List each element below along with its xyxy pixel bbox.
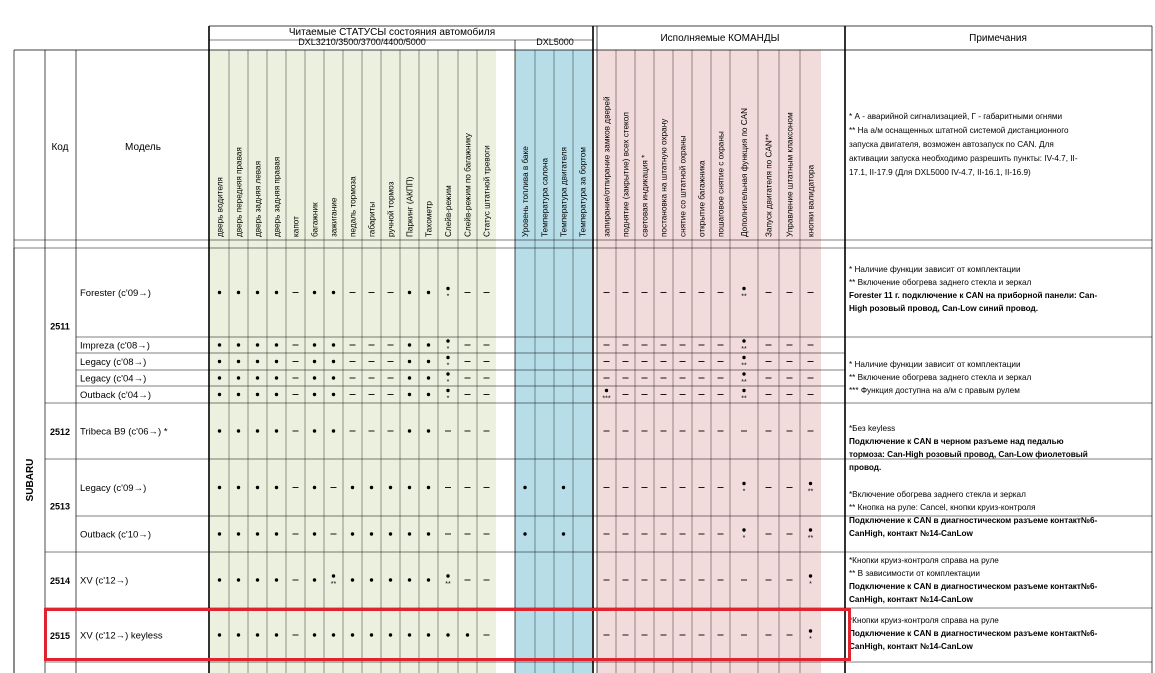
status-cell-footnote: * xyxy=(446,395,450,403)
command-column-header: снятие со штатной охраны xyxy=(678,135,688,237)
status-cell xyxy=(446,339,449,342)
command-cell xyxy=(809,528,812,531)
status-cell xyxy=(218,291,221,294)
command-column-header: кнопки валидатора xyxy=(806,164,816,237)
status-cell xyxy=(389,578,392,581)
command-cell-footnote: *** xyxy=(602,395,611,403)
status-cell xyxy=(218,343,221,346)
status-cell xyxy=(313,633,316,636)
status-cell xyxy=(427,429,430,432)
status-cell xyxy=(237,393,240,396)
status-column-header: габариты xyxy=(367,201,377,237)
status-cell-footnote: ** xyxy=(445,581,451,588)
command-cell xyxy=(809,629,812,632)
command-cell-footnote: ** xyxy=(807,535,814,542)
note-line: Подключение к CAN в диагностическом разъеме контакт№6-CanHigh, контакт №14-CanLow xyxy=(849,629,1098,651)
status-cell xyxy=(256,532,259,535)
command-cell xyxy=(742,389,745,392)
status-cell xyxy=(313,291,316,294)
note-line: ** Включение обогрева заднего стекла и зеркал xyxy=(849,373,1032,382)
status-cell xyxy=(408,360,411,363)
dxl5000-cell xyxy=(562,486,565,489)
command-cell-footnote: ** xyxy=(807,488,814,496)
model-name: XV (с'12→) xyxy=(80,575,129,587)
note-line: * Наличие функции зависит от комплектации xyxy=(849,360,1021,369)
dxl5000-columns-bg xyxy=(515,50,592,673)
model-header: Модель xyxy=(125,142,161,153)
status-cell xyxy=(351,532,354,535)
model-code: 2513 xyxy=(49,501,71,512)
status-cell xyxy=(275,291,278,294)
status-cell xyxy=(351,578,354,581)
status-cell xyxy=(370,633,373,636)
status-cell xyxy=(389,532,392,535)
status-column-header: зажигание xyxy=(329,197,339,237)
command-column-header: Дополнительная функция по CAN xyxy=(740,108,749,237)
status-cell xyxy=(218,376,221,379)
command-cell xyxy=(742,287,745,290)
model-name: Legacy (с'09→) xyxy=(80,483,147,494)
model-code: 2514 xyxy=(49,576,71,586)
status-column-header: багажник xyxy=(310,202,320,237)
status-cell xyxy=(427,291,430,294)
status-cell xyxy=(218,486,221,489)
note-line: ** Кнопка на руле: Cancel, кнопки круиз-контроля xyxy=(849,503,1036,512)
status-cell xyxy=(275,343,278,346)
status-cell xyxy=(218,578,221,581)
status-column-header: ручной тормоз xyxy=(386,181,396,237)
status-cell xyxy=(408,343,411,346)
status-cell xyxy=(408,376,411,379)
command-cell xyxy=(742,482,745,485)
status-cell xyxy=(237,633,240,636)
note-line: Подключение к CAN в черном разъеме над педалью тормоза: Can-High розовый провод, Can-Low фиолетовый провод. xyxy=(849,437,1088,472)
command-column-header: световая индикация * xyxy=(640,154,650,237)
status-cell xyxy=(313,360,316,363)
status-cell xyxy=(446,372,449,375)
status-cell xyxy=(256,486,259,489)
status-cell xyxy=(313,486,316,489)
command-column-header: поднятие (закрытие) всех стекол xyxy=(621,112,631,237)
status-cell xyxy=(427,360,430,363)
status-cell xyxy=(256,291,259,294)
status-cell xyxy=(446,389,449,392)
status-cell xyxy=(332,574,335,577)
status-cell xyxy=(427,532,430,535)
note-line: *Включение обогрева заднего стекла и зеркал xyxy=(849,490,1026,499)
status-column-header: Слейв-режим xyxy=(444,185,453,237)
command-cell-footnote: ** xyxy=(741,293,747,301)
status-cell xyxy=(256,578,259,581)
note-line: ** Включение обогрева заднего стекла и зеркал xyxy=(849,278,1032,287)
note-line: Forester 11 г. подключение к CAN на приборной панели: Can-High розовый провод, Can-Low синий провод. xyxy=(849,291,1098,313)
status-cell xyxy=(408,532,411,535)
model-code: 2515 xyxy=(49,631,71,641)
dxl5000-cell xyxy=(562,532,565,535)
status-cell xyxy=(256,376,259,379)
status-cell xyxy=(275,360,278,363)
status-cell xyxy=(237,486,240,489)
status-cell xyxy=(332,376,335,379)
model-name: Impreza (с'08→) xyxy=(80,340,150,352)
command-cell xyxy=(809,482,812,485)
status-cell xyxy=(256,360,259,363)
status-cell-footnote: ** xyxy=(330,581,337,588)
status-cell xyxy=(427,343,430,346)
status-cell xyxy=(408,578,411,581)
status-cell xyxy=(466,633,469,636)
status-column-header: Тахометр xyxy=(424,201,434,237)
status-cell xyxy=(332,291,335,294)
status-column-header: капот xyxy=(291,216,301,237)
status-cell xyxy=(313,578,316,581)
status-cell xyxy=(313,376,316,379)
status-cell xyxy=(408,429,411,432)
model-name: Outback (с'04→) xyxy=(80,390,151,401)
status-cell xyxy=(275,376,278,379)
status-cell xyxy=(313,343,316,346)
command-cell-footnote: ** xyxy=(741,362,747,370)
status-cell xyxy=(237,291,240,294)
dxl5000-column-header: Температура салона xyxy=(540,157,550,237)
status-cell xyxy=(446,633,449,636)
status-cell xyxy=(237,429,240,432)
status-cell xyxy=(427,578,430,581)
command-column-header: Запуск двигателя по CAN** xyxy=(764,133,774,237)
model-name: Legacy (с'08→) xyxy=(80,357,147,368)
status-cell xyxy=(389,633,392,636)
status-cell xyxy=(218,633,221,636)
status-cell xyxy=(218,393,221,396)
status-cell xyxy=(256,393,259,396)
status-cell xyxy=(408,633,411,636)
status-cell xyxy=(313,429,316,432)
status-cell xyxy=(427,376,430,379)
command-cell-footnote: * xyxy=(742,535,746,542)
model-name: Legacy (с'04→) xyxy=(80,373,147,385)
status-cell xyxy=(370,578,373,581)
status-cell xyxy=(256,429,259,432)
dxl5000-cell xyxy=(523,532,526,535)
status-cell xyxy=(313,393,316,396)
status-cell xyxy=(275,393,278,396)
model-code: 2512 xyxy=(49,427,71,437)
status-cell-footnote: * xyxy=(446,379,450,386)
note-line: Подключение к CAN в диагностическом разъеме контакт№6-CanHigh, контакт №14-CanLow xyxy=(849,582,1098,604)
status-cell xyxy=(370,486,373,489)
note-line: ** В зависимости от комплектации xyxy=(849,569,980,578)
note-line: *Кнопки круиз-контроля справа на руле xyxy=(849,616,999,625)
status-cell xyxy=(427,486,430,489)
statuses-subtitle: DXL3210/3500/3700/4400/5000 xyxy=(298,37,426,47)
status-cell xyxy=(237,360,240,363)
note-line: *** Функция доступна на а/м с правым рулем xyxy=(849,386,1020,395)
model-name: Forester (с'09→) xyxy=(80,288,151,299)
header-note-line: * А - аварийной сигнализацией, Г - габаритными огнями xyxy=(849,112,1063,121)
command-cell xyxy=(742,372,745,375)
command-cell-footnote: * xyxy=(809,636,812,643)
status-cell xyxy=(256,633,259,636)
status-cell xyxy=(446,287,449,290)
status-cell xyxy=(218,532,221,535)
dxl5000-subtitle: DXL5000 xyxy=(536,37,574,47)
command-cell xyxy=(742,528,745,531)
status-cell xyxy=(446,356,449,359)
status-cell xyxy=(237,376,240,379)
status-cell xyxy=(218,360,221,363)
status-cell xyxy=(351,486,354,489)
status-cell xyxy=(237,343,240,346)
status-cell xyxy=(408,291,411,294)
status-cell-footnote: * xyxy=(446,346,450,353)
status-cell xyxy=(351,633,354,636)
status-cell xyxy=(275,578,278,581)
dxl5000-column-header: Уровень топлива в баке xyxy=(521,146,530,237)
status-column-header: педаль тормоза xyxy=(348,176,358,237)
command-cell xyxy=(809,574,812,577)
command-column-header: Управление штатным клаксоном xyxy=(785,112,795,237)
status-column-header: дверь передняя правая xyxy=(234,147,244,237)
note-line: *Без keyless xyxy=(849,424,896,433)
status-cell xyxy=(370,532,373,535)
status-cell-footnote: * xyxy=(446,293,450,301)
command-column-header: пошаговое снятие с охраны xyxy=(716,131,726,237)
command-cell xyxy=(742,356,745,359)
model-name: Tribeca B9 (с'06→) * xyxy=(80,426,168,438)
status-cell xyxy=(332,429,335,432)
status-cell xyxy=(332,360,335,363)
status-cell xyxy=(275,633,278,636)
command-cell-footnote: ** xyxy=(741,395,747,403)
status-cell xyxy=(332,343,335,346)
status-cell xyxy=(408,486,411,489)
model-name: XV (с'12→) keyless xyxy=(80,630,163,642)
status-cell-footnote: * xyxy=(446,362,450,370)
note-line: Подключение к CAN в диагностическом разъеме контакт№6-CanHigh, контакт №14-CanLow xyxy=(849,516,1098,538)
command-column-header: открытие багажника xyxy=(697,160,707,237)
status-cell xyxy=(237,578,240,581)
command-cell xyxy=(742,339,745,342)
command-cell xyxy=(605,389,608,392)
status-cell xyxy=(275,486,278,489)
status-cell xyxy=(256,343,259,346)
status-column-header: дверь задняя правая xyxy=(272,156,282,237)
status-cell xyxy=(427,393,430,396)
model-name: Outback (с'10→) xyxy=(80,529,151,541)
status-cell xyxy=(313,532,316,535)
note-line: * Наличие функции зависит от комплектации xyxy=(849,265,1021,274)
status-cell xyxy=(218,429,221,432)
brand-label: SUBARU xyxy=(25,458,36,502)
command-cell-footnote: * xyxy=(809,581,812,588)
command-column-header: постановка на штатную охрану xyxy=(659,118,669,237)
dxl5000-column-header: Температура двигателя xyxy=(559,147,569,237)
statuses-title: Читаемые СТАТУСЫ состояния автомобиля xyxy=(288,27,496,38)
status-cell xyxy=(408,393,411,396)
commands-title: Исполняемые КОМАНДЫ xyxy=(660,33,780,44)
status-cell xyxy=(275,532,278,535)
status-cell xyxy=(237,532,240,535)
command-cell-footnote: ** xyxy=(741,346,747,353)
status-column-header: дверь задняя левая xyxy=(253,160,263,237)
status-column-header: Статус штатной тревоги xyxy=(482,145,492,237)
status-cell xyxy=(275,429,278,432)
status-column-header: дверь водителя xyxy=(215,177,225,237)
status-cell xyxy=(332,393,335,396)
command-column-header: запирание/отпирание замков дверей xyxy=(602,96,612,237)
status-cell xyxy=(389,486,392,489)
dxl5000-cell xyxy=(523,486,526,489)
status-cell xyxy=(446,574,449,577)
status-cell xyxy=(332,633,335,636)
notes-title: Примечания xyxy=(969,33,1027,44)
status-cell xyxy=(427,633,430,636)
code-header: Код xyxy=(51,142,69,153)
note-line: *Кнопки круиз-контроля справа на руле xyxy=(849,556,999,565)
dxl5000-column-header: Температура за бортом xyxy=(578,147,588,237)
model-code: 2511 xyxy=(50,321,70,332)
command-cell-footnote: * xyxy=(742,488,746,496)
header-note-line: ** На а/м оснащенных штатной системой дистанционного запуска двигателя, возможен автозапуск по CAN. Для активации запуска необходимо разрешить пункты: IV-4.7, II-17.1, II-17.9 (Для DXL5000 IV-4.7, II-16.1, II-16.9) xyxy=(849,126,1078,177)
status-column-header: Слейв-режим по багажнику xyxy=(463,133,473,237)
command-cell-footnote: ** xyxy=(741,379,747,386)
status-column-header: Паркинг (АКПП) xyxy=(405,176,415,237)
